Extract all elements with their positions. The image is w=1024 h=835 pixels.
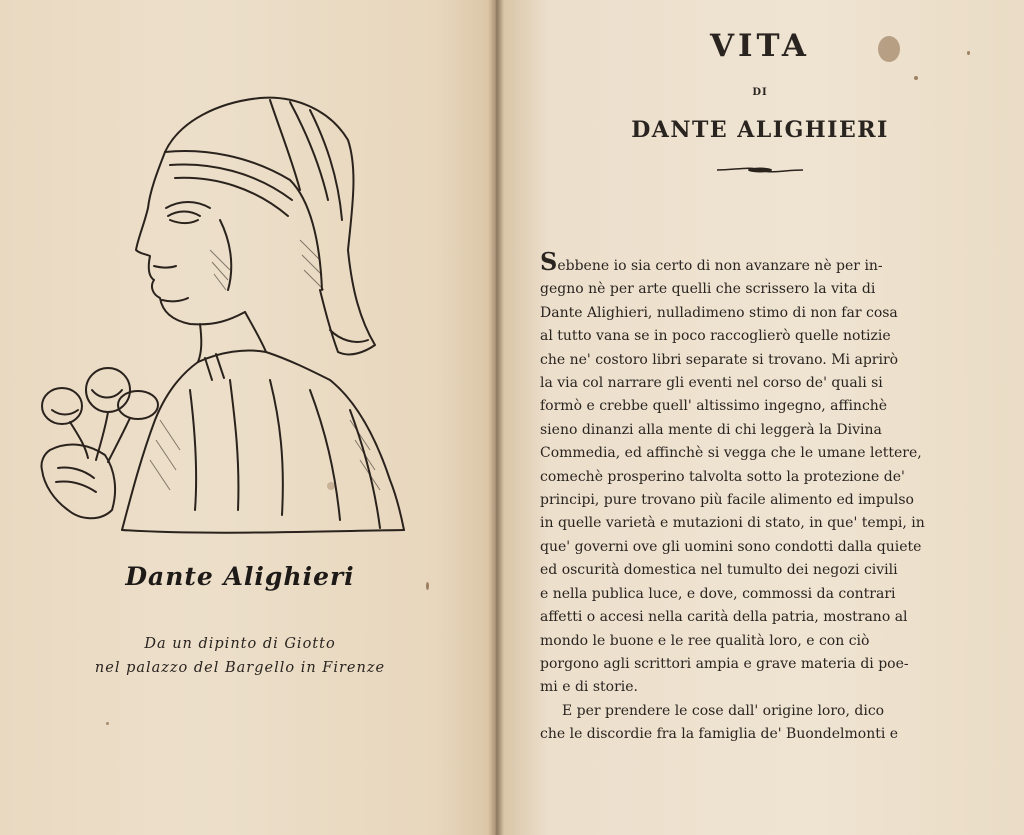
text-line: principi, pure trovano più facile alimento ed impulso — [540, 492, 914, 509]
foxing-spot — [426, 582, 429, 590]
ornamental-rule — [715, 164, 805, 176]
text-line: e nella publica luce, e dove, commossi da contrari — [540, 585, 896, 602]
foxing-spot — [967, 51, 970, 55]
text-line: al tutto vana se in poco raccoglierò quelle notizie — [540, 328, 891, 345]
text-line: Dante Alighieri, nulladimeno stimo di non far cosa — [540, 304, 898, 321]
book-gutter — [488, 0, 504, 835]
chapter-title-di: DI — [752, 87, 768, 98]
portrait-signature: Dante Alighieri — [125, 562, 355, 591]
chapter-subject: DANTE ALIGHIERI — [631, 117, 889, 143]
dante-portrait-engraving — [30, 90, 410, 550]
text-line: mi e di storie. — [540, 679, 638, 696]
caption-line-1: Da un dipinto di Giotto — [144, 636, 336, 652]
text-line: que' governi ove gli uomini sono condotti dalla quiete — [540, 538, 922, 555]
chapter-title: VITA — [710, 28, 810, 64]
text-line: ed oscurità domestica nel tumulto dei negozi civili — [540, 562, 898, 579]
body-text — [540, 247, 976, 747]
text-line: sieno dinanzi alla mente di chi leggerà la Divina — [540, 421, 882, 438]
text-line: che le discordie fra la famiglia de' Buondelmonti e — [540, 726, 899, 743]
text-line: porgono agli scrittori ampia e grave materia di poe- — [540, 655, 909, 672]
text-line: mondo le buone e le ree qualità loro, e con ciò — [540, 632, 870, 649]
text-line: in quelle varietà e mutazioni di stato, in que' tempi, in — [540, 515, 925, 532]
foxing-spot — [106, 722, 109, 725]
text-line: la via col narrare gli eventi nel corso de' quali si — [540, 375, 883, 392]
text-line: che ne' costoro libri separate si trovano. Mi aprirò — [540, 351, 899, 368]
caption-line-2: nel palazzo del Bargello in Firenze — [94, 660, 386, 676]
text-line: Commedia, ed affinchè si vegga che le umane lettere, — [540, 445, 922, 462]
text-line-content: ebbene io sia certo di non avanzare nè per in- — [557, 258, 883, 274]
foxing-spot — [914, 76, 918, 80]
text-line — [540, 247, 976, 278]
text-line: comechè prosperino talvolta sotto la protezione de' — [540, 468, 905, 485]
dropcap: S — [540, 247, 558, 276]
text-line: E per prendere le cose dall' origine loro, dico — [562, 702, 885, 719]
foxing-spot — [878, 36, 900, 62]
text-line: formò e crebbe quell' altissimo ingegno, affinchè — [540, 398, 888, 415]
text-line: affetti o accesi nella carità della patria, mostrano al — [540, 609, 908, 626]
text-line: gegno nè per arte quelli che scrissero la vita di — [540, 281, 876, 298]
